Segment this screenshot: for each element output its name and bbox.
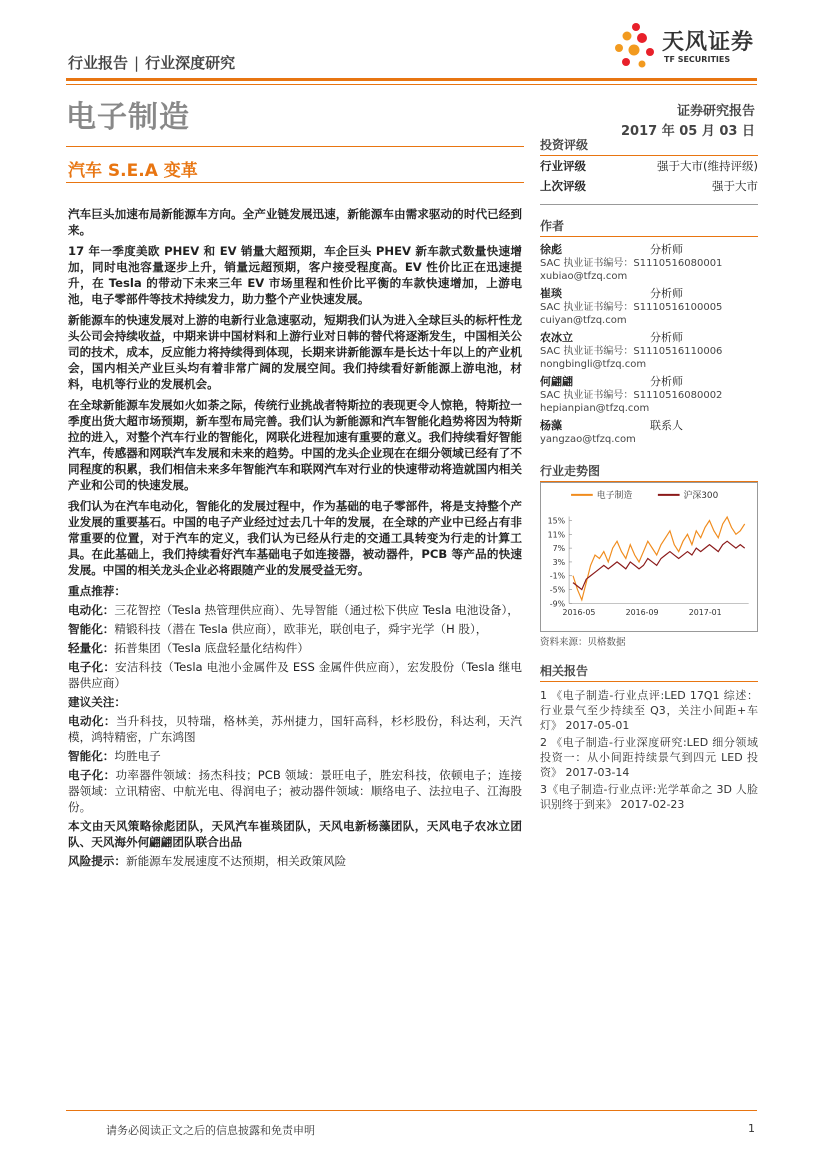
author-name: 何翩翩 xyxy=(540,375,573,388)
author-cert: SAC 执业证书编号：S1110516100005 xyxy=(540,302,723,313)
breadcrumb-research-type: 行业深度研究 xyxy=(145,54,236,72)
footer-divider xyxy=(66,1110,757,1111)
author-role: 分析师 xyxy=(650,331,683,344)
author-email[interactable]: yangzao@tfzq.com xyxy=(540,434,636,445)
logo-dot-icon xyxy=(646,48,654,56)
recommend-item: 电动化：三花智控（Tesla 热管理供应商）、先导智能（通过松下供应 Tesla 电池设备）， xyxy=(68,603,519,617)
logo-dot-icon xyxy=(629,45,640,56)
legend-label: 电子制造 xyxy=(596,490,633,501)
logo-dot-icon xyxy=(622,58,630,66)
related-reports xyxy=(540,662,758,814)
author-entry xyxy=(540,419,758,446)
author-list xyxy=(540,243,758,446)
rating-row-industry: 行业评级 强于大市(维持评级) xyxy=(540,159,758,173)
subtitle-divider-bottom xyxy=(66,182,524,183)
recommend-item: 轻量化：拓普集团（Tesla 底盘轻量化结构件） xyxy=(68,641,309,655)
author-entry xyxy=(540,375,758,415)
author-role: 分析师 xyxy=(650,375,683,388)
related-heading: 相关报告 xyxy=(540,662,758,682)
report-body xyxy=(68,206,522,874)
trend-heading: 行业走势图 xyxy=(540,462,758,482)
chart-source: 资料来源：贝格数据 xyxy=(540,637,626,648)
recommend-heading: 重点推荐： xyxy=(68,584,126,598)
series-line xyxy=(573,517,745,600)
author-email[interactable]: hepianpian@tfzq.com xyxy=(540,403,650,414)
author-entry xyxy=(540,331,758,371)
breadcrumb-separator: | xyxy=(134,54,140,72)
legend-label: 沪深300 xyxy=(683,490,719,501)
author-name: 农冰立 xyxy=(540,331,573,344)
trend-heading-wrap xyxy=(540,462,758,482)
logo-dot-icon xyxy=(632,23,640,31)
author-email[interactable]: cuiyan@tfzq.com xyxy=(540,315,627,326)
suggest-item: 电子化：功率器件领域：扬杰科技；PCB 领域：景旺电子，胜宏科技，依顿电子；连接器领域：立讯精密、中航光电、得润电子；被动器件领域：顺络电子、法拉电子、江海股份。 xyxy=(68,768,522,814)
author-email[interactable]: xubiao@tfzq.com xyxy=(540,271,628,282)
author-name: 徐彪 xyxy=(540,243,562,256)
author-email[interactable]: nongbingli@tfzq.com xyxy=(540,359,647,370)
footer-disclaimer: 请务必阅读正文之后的信息披露和免责申明 xyxy=(106,1124,315,1137)
y-tick-label: -9% xyxy=(549,599,566,609)
related-list xyxy=(540,688,758,812)
divider xyxy=(540,204,758,205)
report-subtitle: 汽车 S.E.A 变革 xyxy=(68,161,198,181)
author-name: 崔琰 xyxy=(540,287,562,300)
y-tick-label: 3% xyxy=(552,557,566,567)
suggest-item: 智能化：均胜电子 xyxy=(68,749,161,763)
team-credit: 本文由天风策略徐彪团队，天风汽车崔琰团队，天风电新杨藻团队，天风电子农冰立团队、天风海外何翩翩团队联合出品 xyxy=(68,819,522,849)
summary-paragraph: 在全球新能源车发展如火如荼之际，传统行业挑战者特斯拉的表现更令人惊艳，特斯拉一季度出货大超市场预期，新车型布局完善。我们认为新能源和汽车智能化趋势将因为特斯拉的进入，对整个汽车行业的智能化，网联化进程加速有重要的意义。我们持续看好智能汽车，传感器和网联汽车发展和未来的趋势。中国的龙头企业现在在细分领域已经有了不同程度的积累，我们相信未来多年智能汽车和联网汽车对行业的快速带动将造就国内相关产业和公司的快速发展。 xyxy=(68,398,522,492)
related-report-link[interactable]: 3《电子制造-行业点评:光学革命之 3D 人脸识别终于到来》 2017-02-23 xyxy=(540,783,758,811)
report-type-label: 证券研究报告 xyxy=(676,104,755,119)
author-entry xyxy=(540,287,758,327)
recommend-item: 电子化：安洁科技（Tesla 电池小金属件及 ESS 金属件供应商），宏发股份（Tesla 继电器供应商） xyxy=(68,660,522,690)
subtitle-divider-top xyxy=(66,146,524,147)
author-cert: SAC 执业证书编号：S1110516110006 xyxy=(540,346,723,357)
summary-paragraph: 汽车巨头加速布局新能源车方向。全产业链发展迅速，新能源车由需求驱动的时代已经到来。 xyxy=(68,207,522,237)
authors-heading: 作者 xyxy=(540,217,758,237)
report-date: 2017 年 05 月 03 日 xyxy=(621,124,755,139)
summary-paragraph: 我们认为在汽车电动化，智能化的发展过程中，作为基础的电子零部件，将是支持整个产业发展的重要基石。中国的电子产业经过过去几十年的发展，在全球的产业中已经占有非常重要的位置，对于汽车的定义，我们认为已经从行走的交通工具转变为行走的计算工具。在此基础上，我们持续看好汽车基础电子如连接器，被动器件，PCB 等产品的快速发展。中国的相关龙头企业必将跟随产业的发展受益无穷。 xyxy=(68,499,522,577)
brand-name-en: TF SECURITIES xyxy=(664,55,731,64)
page-number: 1 xyxy=(748,1122,755,1135)
header-divider-thin xyxy=(66,84,757,85)
rating-row-previous: 上次评级 强于大市 xyxy=(540,179,758,193)
rating-heading: 投资评级 xyxy=(540,136,758,156)
summary-paragraph: 17 年一季度美欧 PHEV 和 EV 销量大超预期，车企巨头 PHEV 新车款式数量快速增加，同时电池容量逐步上升，销量远超预期，客户接受程度高。EV 性价比正在迅速提升，在 Tesla 的带动下未来三年 EV 市场里程和性价比平衡的车款快速增加，上游电池，电子零部件等技术持续发力，助力整个产业快速发展。 xyxy=(68,244,522,306)
author-entry xyxy=(540,243,758,283)
recommend-item: 智能化：精锻科技（潜在 Tesla 供应商），欧菲光，联创电子，舜宇光学（H 股）， xyxy=(68,622,488,636)
y-tick-label: -1% xyxy=(549,571,566,581)
logo-dot-icon xyxy=(623,32,632,41)
y-tick-label: 7% xyxy=(552,544,566,554)
y-tick-label: -5% xyxy=(549,585,566,595)
sidebar xyxy=(540,136,758,446)
logo-dot-icon xyxy=(639,61,646,68)
y-tick-label: 11% xyxy=(547,530,566,540)
logo-dot-icon xyxy=(637,33,647,43)
author-name: 杨藻 xyxy=(540,419,562,432)
x-tick-label: 2016-05 xyxy=(562,608,596,618)
author-role: 联系人 xyxy=(650,419,683,432)
y-tick-label: 15% xyxy=(547,516,566,526)
related-report-link[interactable]: 1 《电子制造-行业点评:LED 17Q1 综述：行业景气至少持续至 Q3，关注小间距+车灯》 2017-05-01 xyxy=(540,689,758,732)
summary-paragraph: 新能源车的快速发展对上游的电新行业急速驱动，短期我们认为进入全球巨头的标杆性龙头公司会持续收益，中期来讲中国材料和上游行业对日韩的替代将逐渐发生，中国相关公司的技术，成本，反应能力将持续得到体现，长期来讲新能源车是长达十年以上的产业机会，国内相关产业巨头均有着非常广阔的发展空间。我们持续看好新能源上游电池，材料，电机等行业的发展机会。 xyxy=(68,313,522,391)
header-divider xyxy=(66,78,757,81)
related-report-link[interactable]: 2 《电子制造-行业深度研究:LED 细分领域投资一：从小间距持续景气到四元 LED 投资》 2017-03-14 xyxy=(540,736,758,779)
x-tick-label: 2017-01 xyxy=(688,608,722,618)
brand-name: 天风证券 xyxy=(662,30,755,55)
page-title: 电子制造 xyxy=(66,100,190,135)
industry-trend-chart xyxy=(540,482,758,632)
suggest-item: 电动化：当升科技，贝特瑞，格林美，苏州捷力，国轩高科，杉杉股份，科达利，天汽模，鸿特精密，广东鸿图 xyxy=(68,714,522,744)
author-role: 分析师 xyxy=(650,287,683,300)
author-cert: SAC 执业证书编号：S1110516080001 xyxy=(540,258,723,269)
author-cert: SAC 执业证书编号：S1110516080002 xyxy=(540,390,723,401)
suggest-heading: 建议关注： xyxy=(68,695,126,709)
risk-note: 风险提示：新能源车发展速度不达预期，相关政策风险 xyxy=(68,854,347,868)
logo-dot-icon xyxy=(615,44,623,52)
x-tick-label: 2016-09 xyxy=(625,608,659,618)
breadcrumb xyxy=(68,52,235,73)
breadcrumb-report-type: 行业报告 xyxy=(68,54,129,72)
author-role: 分析师 xyxy=(650,243,683,256)
